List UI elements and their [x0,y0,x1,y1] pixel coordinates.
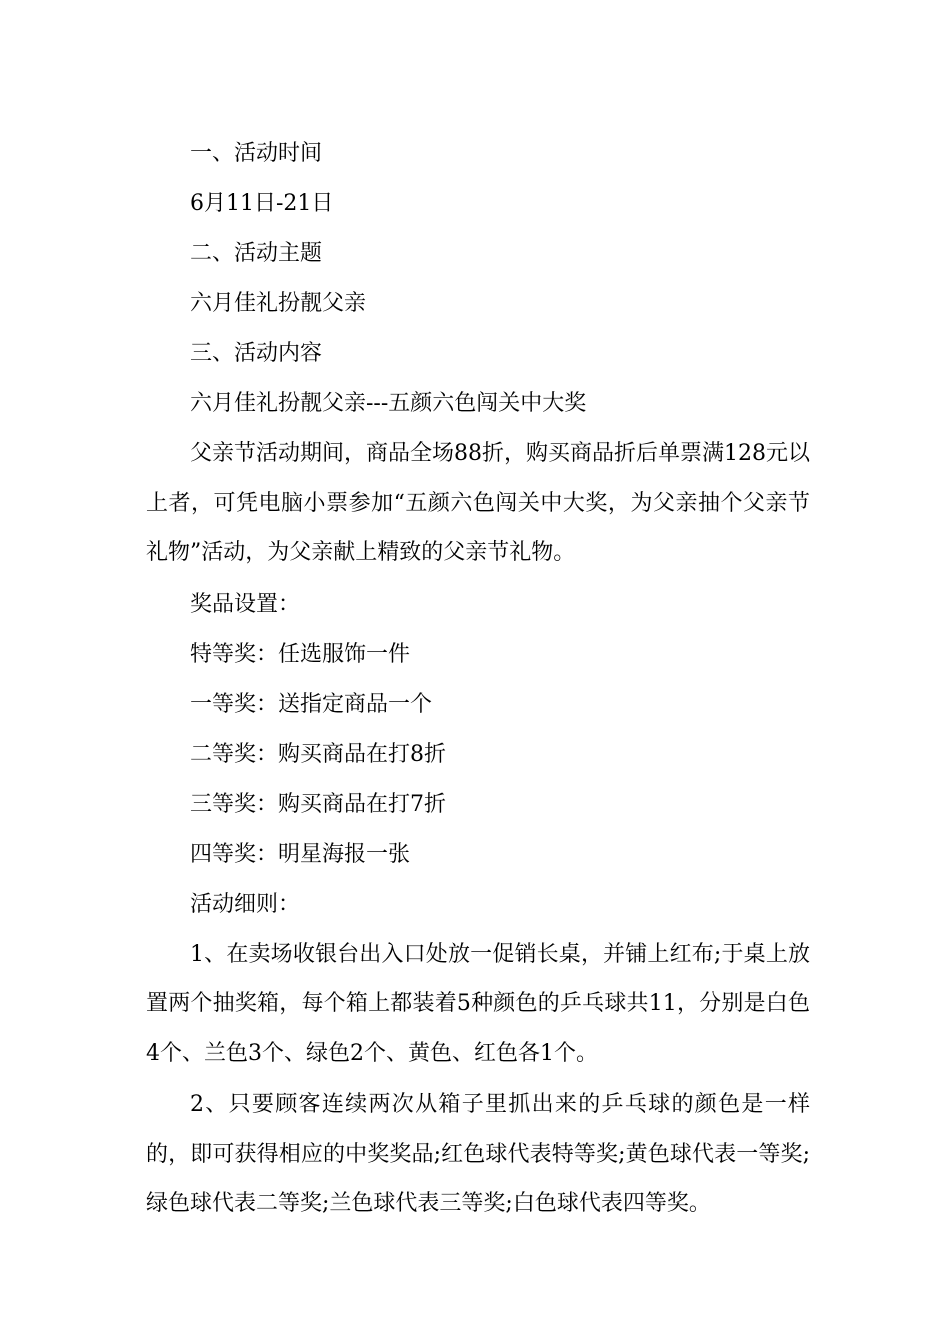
section-heading-content: 三、活动内容 [190,341,323,366]
activity-title: 六月佳礼扮靓父亲---五颜六色闯关中大奖 [190,391,587,416]
paragraph-intro: 父亲节活动期间，商品全场88折，购买商品折后单票满128元以上者，可凭电脑小票参加“五颜六色闯关中大奖，为父亲抽个父亲节礼物”活动，为父亲献上精致的父亲节礼物。 [146,441,810,565]
rule-1: 1、在卖场收银台出入口处放一促销长桌，并铺上红布;于桌上放置两个抽奖箱，每个箱上都装着5种颜色的乒乓球共11，分别是白色4个、兰色3个、绿色2个、黄色、红色各1个。 [146,941,810,1066]
section-heading-time: 一、活动时间 [190,141,323,166]
rules-heading: 活动细则： [190,891,301,917]
rule-1-wrap [146,930,810,1079]
section-heading-theme: 二、活动主题 [190,241,323,266]
paragraph-intro-wrap [146,429,810,578]
rule-2: 2、只要顾客连续两次从箱子里抓出来的乒乓球的颜色是一样的，即可获得相应的中奖奖品;红色球代表特等奖;黄色球代表一等奖;绿色球代表二等奖;兰色球代表三等奖;白色球代表四等奖。 [146,1092,810,1216]
prize-second: 二等奖：购买商品在打8折 [190,741,446,767]
activity-dates: 6月11日-21日 [190,191,334,216]
activity-theme: 六月佳礼扮靓父亲 [190,291,367,316]
prize-grand: 特等奖：任选服饰一件 [190,641,411,667]
document-body [146,129,810,1231]
rule-2-wrap [146,1080,810,1229]
prize-first: 一等奖：送指定商品一个 [190,691,433,717]
prize-third: 三等奖：购买商品在打7折 [190,791,446,817]
prize-heading: 奖品设置： [190,591,301,617]
prize-fourth: 四等奖：明星海报一张 [190,841,411,867]
